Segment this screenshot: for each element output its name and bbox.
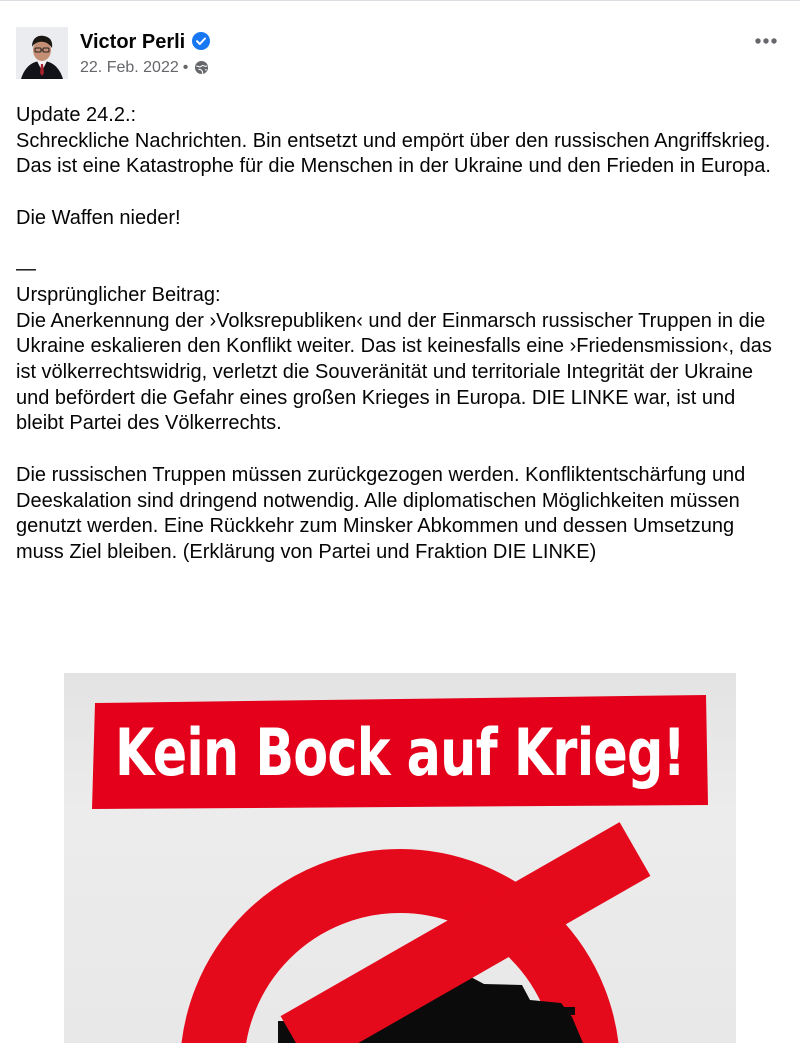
post-date[interactable]: 22. Feb. 2022 — [80, 59, 179, 76]
post-image[interactable] — [64, 673, 736, 1043]
verified-badge-icon — [192, 32, 210, 50]
meta-separator: • — [182, 59, 189, 76]
globe-icon — [194, 60, 209, 75]
author-avatar[interactable] — [16, 27, 68, 79]
image-headline: Kein Bock auf Krieg! — [115, 716, 685, 791]
post-meta — [80, 58, 209, 78]
more-options-icon — [754, 37, 778, 45]
no-war-sign-icon — [64, 673, 736, 1043]
author-name[interactable]: Victor Perli — [80, 31, 186, 53]
more-options-button[interactable] — [748, 27, 784, 55]
avatar-portrait-icon — [16, 27, 68, 79]
post-header — [16, 27, 784, 85]
post-body-text: Update 24.2.: Schreckliche Nachrichten. Bin entsetzt und empört über den russischen Angriffskrieg. Das ist eine Katastrophe für die Menschen in der Ukraine und den Frieden in Europa. Die Waffen nieder! — Ursprünglicher Beitrag: Die Anerkennung der ›Volksrepubliken‹ und der Einmarsch russischer Truppen in die Ukraine eskalieren den Konflikt weiter. Das ist keinesfalls eine ›Friedensmission‹, das ist völkerrechtswidrig, verletzt die Souveränität und territoriale Integrität der Ukraine und befördert die Gefahr eines großen Krieges in Europa. DIE LINKE war, ist und bleibt Partei des Völkerrechts. Die russischen Truppen müssen zurückgezogen werden. Konfliktentschärfung und Deeskalation sind dringend notwendig. Alle diplomatischen Möglichkeiten müssen genutzt werden. Eine Rückkehr zum Minsker Abkommen und dessen Umsetzung muss Ziel bleiben. (Erklärung von Partei und Fraktion DIE LINKE) — [16, 104, 772, 563]
